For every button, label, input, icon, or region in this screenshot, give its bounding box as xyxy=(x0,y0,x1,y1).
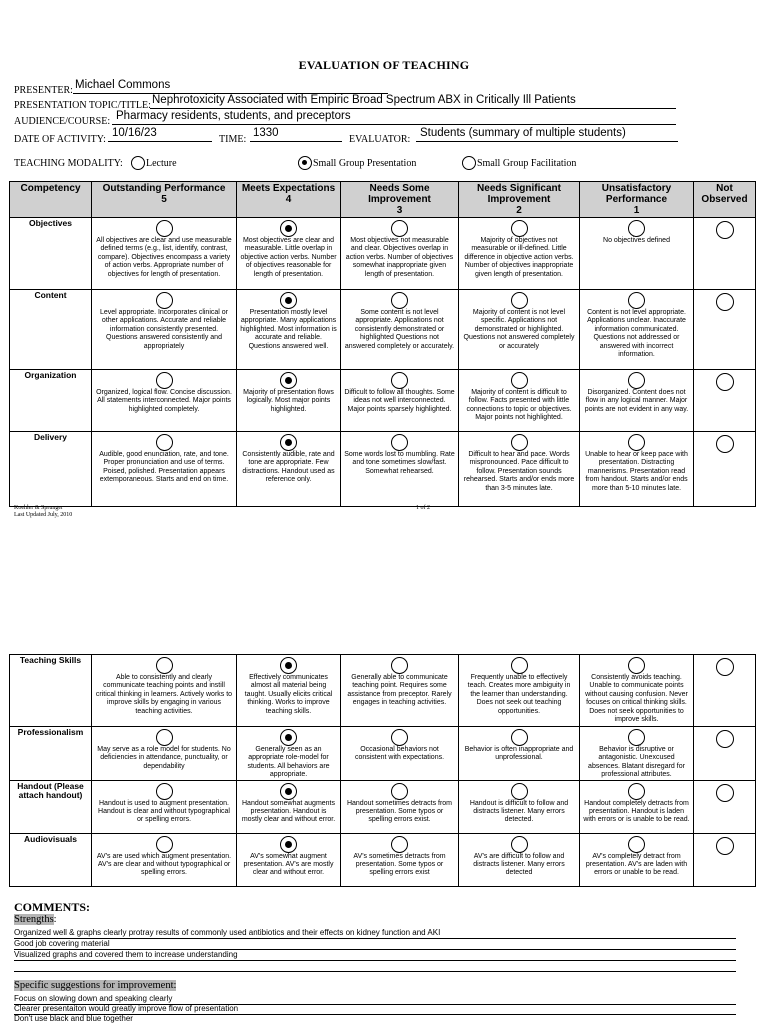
not-observed-cell xyxy=(694,370,756,432)
improvement-line[interactable]: Don't use black and blue together xyxy=(14,1014,736,1024)
radio-icon[interactable] xyxy=(628,292,645,309)
improvement-label: Specific suggestions for improvement: xyxy=(14,980,177,991)
rating-description: No objectives defined xyxy=(603,237,670,244)
radio-icon[interactable] xyxy=(511,292,528,309)
rating-cell xyxy=(459,370,580,432)
rating-description: Handout somewhat augments presentation. Handout is mostly clear and without error. xyxy=(241,799,336,824)
competency-name: Delivery xyxy=(10,432,92,507)
rating-cell xyxy=(580,833,694,886)
radio-icon[interactable] xyxy=(391,783,408,800)
audience-underline xyxy=(112,124,676,125)
radio-icon[interactable] xyxy=(156,434,173,451)
radio-selected-icon[interactable] xyxy=(280,292,297,309)
rating-description: Occasional behaviors not consistent with expectations. xyxy=(354,746,445,762)
radio-icon[interactable] xyxy=(716,373,734,391)
radio-selected-icon[interactable] xyxy=(280,657,297,674)
radio-icon[interactable] xyxy=(156,292,173,309)
radio-icon[interactable] xyxy=(391,292,408,309)
radio-icon[interactable] xyxy=(628,372,645,389)
radio-icon[interactable] xyxy=(628,836,645,853)
radio-icon[interactable] xyxy=(391,836,408,853)
radio-icon[interactable] xyxy=(462,156,476,170)
modality-option-lecture[interactable] xyxy=(131,156,177,170)
audience-value[interactable]: Pharmacy residents, students, and preceptors xyxy=(116,110,351,122)
rating-description: Behavior is often inappropriate and unprofessional. xyxy=(464,746,574,762)
radio-icon[interactable] xyxy=(716,435,734,453)
modality-option-label: Small Group Facilitation xyxy=(477,157,577,169)
not-observed-cell xyxy=(694,290,756,370)
radio-icon[interactable] xyxy=(628,657,645,674)
radio-icon[interactable] xyxy=(156,372,173,389)
rating-description: Level appropriate. Incorporates clinical or other applications. Accurate and reliable information consistently presented. Questions answered consistently and appropriately xyxy=(99,309,228,350)
rating-description: Some content is not level appropriate. Applications not consistently demonstrated or highlighted Questions not answered completely or accurately. xyxy=(344,309,455,350)
strengths-label: Strengths: xyxy=(14,914,57,925)
rating-cell xyxy=(237,218,341,290)
rating-cell xyxy=(580,370,694,432)
rating-cell xyxy=(341,290,459,370)
rubric-row xyxy=(10,780,756,833)
rating-description: Handout is used to augment presentation. Handout is clear and without typographical or spelling errors. xyxy=(98,799,230,824)
rubric-row xyxy=(10,655,756,727)
radio-icon[interactable] xyxy=(716,730,734,748)
rating-description: Audible, good enunciation, rate, and tone. Proper pronunciation and use of terms. Poised, polished. Presentation appears extemporaneous. Starts and end on time. xyxy=(99,451,229,484)
competency-name: Content xyxy=(10,290,92,370)
rating-description: Behavior is disruptive or antagonistic. Unexcused absences. Blatant disregard for professional attributes. xyxy=(588,746,685,779)
radio-icon[interactable] xyxy=(131,156,145,170)
rating-description: Handout is difficult to follow and distracts listener. Many errors detected. xyxy=(469,799,569,824)
radio-icon[interactable] xyxy=(716,784,734,802)
rating-description: Most objectives are clear and measurable. Little overlap in objective action verbs. Number of objectives reasonable for length of presentation. xyxy=(240,237,337,278)
comments-heading: COMMENTS: xyxy=(14,900,90,914)
form-title: EVALUATION OF TEACHING xyxy=(298,58,470,72)
radio-icon[interactable] xyxy=(716,293,734,311)
rubric-row xyxy=(10,833,756,886)
topic-label: PRESENTATION TOPIC/TITLE: xyxy=(14,100,151,111)
rating-description: AV's are used which augment presentation. AV's are clear and without typographical or spelling errors. xyxy=(96,852,232,877)
page-number: 1 of 2 xyxy=(416,505,430,511)
column-header-competency: Competency xyxy=(10,182,92,218)
rating-description: Unable to hear or keep pace with presentation. Distracting mannerisms. Presentation read from handout. Starts and/or ends more than 5-10 minutes late. xyxy=(585,451,688,492)
radio-selected-icon[interactable] xyxy=(280,434,297,451)
rating-description: Content is not level appropriate. Applications unclear. Inaccurate information communicated. Questions not addressed or answered with incorrect information. xyxy=(587,309,686,359)
radio-selected-icon[interactable] xyxy=(280,220,297,237)
rating-description: Able to consistently and clearly communicate teaching points and instill critical thinking in learners. Actively works to improve skills by engaging in various teaching activities. xyxy=(95,674,233,715)
rating-cell xyxy=(341,432,459,507)
rubric-table-page2 xyxy=(9,654,756,887)
radio-icon[interactable] xyxy=(628,729,645,746)
radio-icon[interactable] xyxy=(511,657,528,674)
rating-description: AV's sometimes detracts from presentation. Some typos or spelling errors exist xyxy=(353,852,446,877)
radio-selected-icon[interactable] xyxy=(280,372,297,389)
rating-cell xyxy=(341,727,459,781)
audience-label: AUDIENCE/COURSE: xyxy=(14,116,111,127)
date-label: DATE OF ACTIVITY: xyxy=(14,134,106,145)
rating-description: Majority of objectives not measurable or ill-defined. Little difference in objective action verbs. Number of objectives inappropriate given length of presentation. xyxy=(464,237,574,278)
rating-cell xyxy=(92,290,237,370)
rating-cell xyxy=(580,655,694,727)
radio-icon[interactable] xyxy=(156,836,173,853)
radio-icon[interactable] xyxy=(511,372,528,389)
radio-icon[interactable] xyxy=(391,372,408,389)
not-observed-cell xyxy=(694,833,756,886)
rating-description: Organized, logical flow. Concise discussion. All statements interconnected. Major points highlighted completely. xyxy=(96,389,232,413)
rating-cell xyxy=(341,218,459,290)
rating-description: Consistently avoids teaching. Unable to communicate points without causing confusion. Never focuses on critical thinking skills. Does not seek opportunities to improve skills. xyxy=(585,674,688,724)
rating-cell xyxy=(92,655,237,727)
radio-icon[interactable] xyxy=(391,729,408,746)
rating-cell xyxy=(341,370,459,432)
rubric-row xyxy=(10,218,756,290)
rating-cell xyxy=(580,290,694,370)
rating-description: Difficult to follow all thoughts. Some ideas not well interconnected. Major points sparsely highlighted. xyxy=(344,389,455,413)
column-header-meets: Meets Expectations 4 xyxy=(237,182,341,218)
evaluator-label: EVALUATOR: xyxy=(349,134,411,145)
rating-cell xyxy=(459,432,580,507)
rating-cell xyxy=(459,655,580,727)
rating-description: AV's are difficult to follow and distracts listener. Many errors detected xyxy=(473,852,565,877)
column-header-needs-significant: Needs Significant Improvement 2 xyxy=(459,182,580,218)
time-value[interactable]: 1330 xyxy=(253,127,279,139)
rating-description: Handout completely detracts from presentation. Handout is laden with errors or is unable to be read. xyxy=(583,799,690,824)
rating-cell xyxy=(237,290,341,370)
radio-selected-icon[interactable] xyxy=(298,156,312,170)
improvement-line[interactable]: Focus on slowing down and speaking clearly xyxy=(14,994,736,1005)
column-header-unsatisfactory: Unsatisfactory Performance 1 xyxy=(580,182,694,218)
footer-credits: Koehler & Sprunger Last Updated July, 2010 xyxy=(14,505,73,518)
not-observed-cell xyxy=(694,432,756,507)
rubric-row xyxy=(10,370,756,432)
rating-description: Handout sometimes detracts from presentation. Some typos or spelling errors exist. xyxy=(346,799,453,824)
radio-icon[interactable] xyxy=(156,783,173,800)
rating-cell xyxy=(580,780,694,833)
not-observed-cell xyxy=(694,727,756,781)
radio-icon[interactable] xyxy=(391,220,408,237)
competency-name: Teaching Skills xyxy=(10,655,92,727)
not-observed-cell xyxy=(694,655,756,727)
date-underline xyxy=(108,141,212,142)
modality-label: TEACHING MODALITY: xyxy=(14,158,123,169)
rating-cell xyxy=(580,432,694,507)
rating-description: Most objectives not measurable and clear. Objectives overlap in action verbs. Number of objectives somewhat inappropriate given length of presentation. xyxy=(345,237,454,278)
rating-cell xyxy=(237,727,341,781)
radio-icon[interactable] xyxy=(716,221,734,239)
radio-icon[interactable] xyxy=(156,220,173,237)
radio-selected-icon[interactable] xyxy=(280,836,297,853)
modality-option-label: Small Group Presentation xyxy=(313,157,417,169)
rating-cell xyxy=(459,218,580,290)
radio-icon[interactable] xyxy=(391,434,408,451)
radio-icon[interactable] xyxy=(156,657,173,674)
strength-line[interactable]: Organized well & graphs clearly protray results of commonly used antibiotics and their effects on kidney function and AKI xyxy=(14,928,736,939)
rating-description: Generally seen as an appropriate role-model for students. All behaviors are appropriate. xyxy=(247,746,330,779)
not-observed-cell xyxy=(694,218,756,290)
rating-cell xyxy=(92,370,237,432)
rating-cell xyxy=(237,370,341,432)
radio-icon[interactable] xyxy=(391,657,408,674)
rating-description: Majority of content is not level specific. Applications not demonstrated or highlighted. Questions not answered completely or accurately xyxy=(463,309,575,350)
rating-cell xyxy=(92,432,237,507)
strength-line[interactable]: Visualized graphs and covered them to increase understanding xyxy=(14,950,736,961)
column-header-needs-some: Needs Some Improvement 3 xyxy=(341,182,459,218)
rating-description: All objectives are clear and use measurable defined terms (e.g., list, identify, contrast, compare). Objectives encompass a variety of action verbs. Appropriate number of objectives for length of presentation. xyxy=(96,237,232,278)
rating-cell xyxy=(580,218,694,290)
rating-description: Frequently unable to effectively teach. Creates more ambiguity in the learner than understanding. Does not seek out teaching opportunities. xyxy=(467,674,571,715)
competency-name: Handout (Please attach handout) xyxy=(10,780,92,833)
radio-icon[interactable] xyxy=(628,783,645,800)
modality-option-small-group-presentation[interactable] xyxy=(298,156,416,170)
rating-description: AV's completely detract from presentation. AV's are laden with errors or unable to be read. xyxy=(585,852,688,877)
radio-selected-icon[interactable] xyxy=(280,729,297,746)
time-underline xyxy=(250,141,342,142)
rating-description: Difficult to hear and pace. Words mispronounced. Pace difficult to follow. Presentation sounds rehearsed. Starts and/or ends more than 3-5 minutes late. xyxy=(463,451,575,492)
competency-name: Professionalism xyxy=(10,727,92,781)
rating-description: May serve as a role model for students. No deficiencies in attendance, punctuality, or dependability xyxy=(97,746,231,770)
radio-icon[interactable] xyxy=(716,837,734,855)
radio-icon[interactable] xyxy=(511,434,528,451)
radio-icon[interactable] xyxy=(511,729,528,746)
radio-icon[interactable] xyxy=(511,220,528,237)
rating-description: Majority of presentation flows logically. Most major points highlighted. xyxy=(243,389,334,413)
radio-icon[interactable] xyxy=(628,220,645,237)
radio-icon[interactable] xyxy=(156,729,173,746)
column-header-not-observed: Not Observed xyxy=(694,182,756,218)
rating-cell xyxy=(237,833,341,886)
topic-underline xyxy=(150,108,676,109)
competency-name: Objectives xyxy=(10,218,92,290)
rating-cell xyxy=(459,290,580,370)
rating-description: Majority of content is difficult to follow. Facts presented with little connections to topic or objectives. Major points not highlighted. xyxy=(466,389,572,422)
rating-cell xyxy=(459,780,580,833)
evaluator-value[interactable]: Students (summary of multiple students) xyxy=(420,127,626,139)
rating-description: Generally able to communicate teaching point. Requires some assistance from preceptor. Rarely engages in teaching activities. xyxy=(347,674,452,707)
rating-cell xyxy=(341,780,459,833)
rating-description: Effectively communicates almost all material being taught. Usually elicits critical thinking. Works to improve teaching skills. xyxy=(244,674,333,715)
presenter-label: PRESENTER: xyxy=(14,85,73,96)
radio-icon[interactable] xyxy=(628,434,645,451)
rubric-row xyxy=(10,290,756,370)
radio-icon[interactable] xyxy=(716,658,734,676)
rating-cell xyxy=(459,833,580,886)
rating-cell xyxy=(237,655,341,727)
rating-cell xyxy=(237,780,341,833)
rating-cell xyxy=(92,780,237,833)
competency-name: Organization xyxy=(10,370,92,432)
not-observed-cell xyxy=(694,780,756,833)
rubric-table-page1 xyxy=(9,181,756,507)
radio-selected-icon[interactable] xyxy=(280,783,297,800)
time-label: TIME: xyxy=(219,134,247,145)
rating-cell xyxy=(92,727,237,781)
strength-line-blank[interactable] xyxy=(14,961,736,972)
rating-cell xyxy=(580,727,694,781)
topic-value[interactable]: Nephrotoxicity Associated with Empiric Broad Spectrum ABX in Critically Ill Patients xyxy=(152,94,576,106)
modality-option-small-group-facilitation[interactable] xyxy=(462,156,576,170)
rating-cell xyxy=(92,218,237,290)
column-header-outstanding: Outstanding Performance 5 xyxy=(92,182,237,218)
competency-name: Audiovisuals xyxy=(10,833,92,886)
radio-icon[interactable] xyxy=(511,836,528,853)
rating-description: Some words lost to mumbling. Rate and tone sometimes slow/fast. Somewhat rehearsed. xyxy=(344,451,455,475)
strength-line[interactable]: Good job covering material xyxy=(14,939,736,950)
evaluator-underline xyxy=(416,141,678,142)
presenter-value[interactable]: Michael Commons xyxy=(75,79,171,91)
radio-icon[interactable] xyxy=(511,783,528,800)
rating-cell xyxy=(341,833,459,886)
rubric-row xyxy=(10,432,756,507)
rating-description: Consistently audible, rate and tone are appropriate. Few distractions. Handout used as reference only. xyxy=(242,451,335,484)
rubric-row xyxy=(10,727,756,781)
rating-description: Presentation mostly level appropriate. Many applications highlighted. Most information is accurate and reliable. Questions answered well. xyxy=(240,309,337,350)
rating-description: AV's somewhat augment presentation. AV's are mostly clear and without error. xyxy=(243,852,334,877)
modality-option-label: Lecture xyxy=(146,157,177,169)
rating-cell xyxy=(92,833,237,886)
date-value[interactable]: 10/16/23 xyxy=(112,127,157,139)
rating-cell xyxy=(341,655,459,727)
rating-cell xyxy=(459,727,580,781)
improvement-line[interactable]: Clearer presentaiton would greatly improve flow of presentation xyxy=(14,1004,736,1015)
rating-description: Disorganized. Content does not flow in any logical manner. Major points are not evident in any way. xyxy=(584,389,689,413)
rating-cell xyxy=(237,432,341,507)
